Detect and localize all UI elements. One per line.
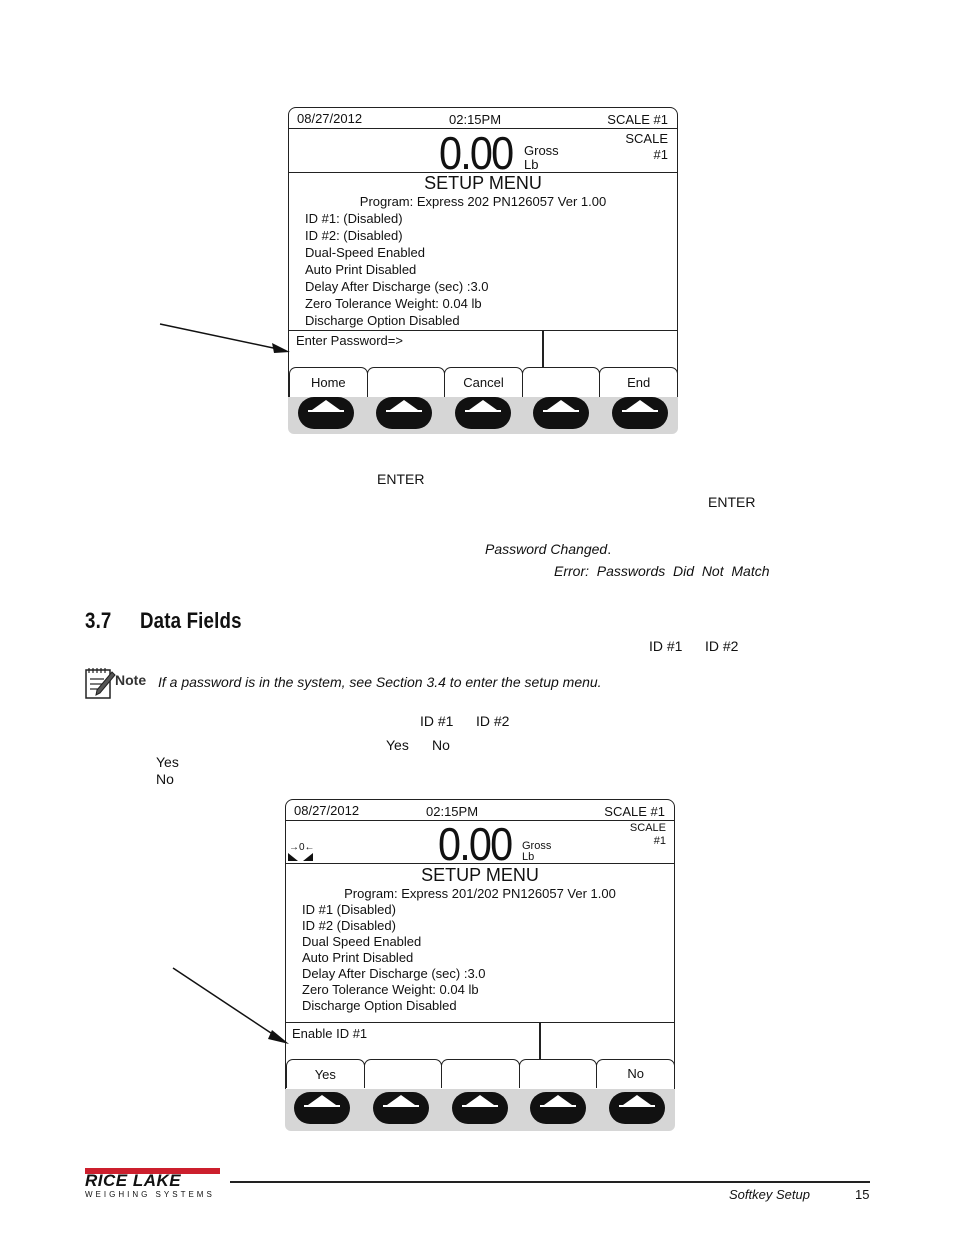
scale-side-label: SCALE [625,131,668,146]
softkey-button-5[interactable] [612,397,668,429]
softkey-button-bar [288,397,678,434]
info-lines [286,902,674,1014]
program-line: Program: Express 201/202 PN126057 Ver 1.00 [344,886,616,901]
info-lines [289,210,677,329]
section-number: 3.7 [85,608,112,633]
zero-triangles-icon [288,853,314,862]
enable-id-prompt: Enable ID #1 [292,1026,368,1041]
weight-mode: Gross [522,840,552,852]
weight-mode: Gross [524,143,559,158]
scale-number [625,131,668,163]
id2-ref: ID #2 [705,638,739,654]
callout-arrow-1 [150,315,300,365]
softkey-button-1[interactable] [298,397,354,429]
scale-side-number: #1 [653,835,666,847]
info-line: Zero Tolerance Weight: 0.04 lb [302,982,479,997]
softkey-button-5[interactable] [609,1092,665,1124]
weight-area [286,818,674,870]
enter-key-ref-2: ENTER [708,494,756,510]
setup-menu-info [289,173,677,331]
weight-value: 0.00 [439,127,513,179]
program-line: Program: Express 202 PN126057 Ver 1.00 [359,194,607,209]
info-line: ID #1: (Disabled) [305,211,403,226]
prompt-divider [542,331,544,367]
softkey-end[interactable]: End [599,367,678,397]
softkey-button-4[interactable] [530,1092,586,1124]
info-line: Dual Speed Enabled [302,934,422,949]
softkey-button-2[interactable] [376,397,432,429]
info-line: Discharge Option Disabled [302,998,457,1013]
weight-unit: Lb [524,157,539,172]
softkey-blank[interactable] [441,1059,520,1088]
info-line: Auto Print Disabled [305,262,417,277]
softkey-blank[interactable] [522,367,601,397]
setup-menu-info [286,864,674,1023]
softkey-tabs [289,367,677,397]
softkey-button-4[interactable] [533,397,589,429]
callout-arrow-2 [165,960,300,1050]
date-display: 08/27/2012 [297,111,363,126]
info-line: ID #2: (Disabled) [305,228,403,243]
softkey-yes[interactable]: Yes [286,1059,365,1088]
menu-title: SETUP MENU [424,173,542,193]
id2-ref-b: ID #2 [476,713,510,729]
info-line: Dual-Speed Enabled [305,245,425,260]
id1-ref: ID #1 [649,638,683,654]
terminal-screen-1 [288,107,678,399]
prompt-area [286,1023,674,1060]
rice-lake-logo [85,1172,221,1199]
status-bar [289,108,677,129]
footer-rule [230,1181,870,1183]
page-number: 15 [855,1187,870,1202]
prompt-divider [539,1023,541,1060]
yes-item: Yes [156,754,179,770]
note-text: If a password is in the system, see Section 3.4 to enter the setup menu. [158,674,602,690]
info-line: Zero Tolerance Weight: 0.04 lb [305,296,482,311]
info-line: Delay After Discharge (sec) :3.0 [302,966,486,981]
softkey-button-3[interactable] [455,397,511,429]
info-line: Discharge Option Disabled [305,313,460,328]
softkey-button-bar [285,1089,675,1131]
softkey-no[interactable]: No [596,1059,675,1088]
menu-title: SETUP MENU [421,865,539,885]
scale-label: SCALE #1 [604,804,665,819]
info-line: Delay After Discharge (sec) :3.0 [305,279,489,294]
info-line: ID #1 (Disabled) [302,902,396,917]
center-of-zero-icon: →0← [289,842,315,853]
note-pad-icon [84,666,116,700]
time-display: 02:15PM [449,112,502,127]
info-line: Auto Print Disabled [302,950,414,965]
section-title: Data Fields [140,608,242,633]
terminal-screen-2 [285,799,675,1090]
scale-side-number: #1 [653,147,668,162]
prompt-area [289,331,677,367]
password-prompt[interactable]: Enter Password=> [296,333,403,348]
scale-number [630,822,666,848]
scale-label: SCALE #1 [607,112,668,127]
logo-sub-text: WEIGHING SYSTEMS [85,1190,215,1199]
password-changed-msg: Password Changed. [485,541,612,557]
id1-ref-b: ID #1 [420,713,454,729]
softkey-blank[interactable] [519,1059,598,1088]
time-display: 02:15PM [426,804,479,819]
no-ref: No [432,737,450,753]
softkey-button-1[interactable] [294,1092,350,1124]
softkey-button-2[interactable] [373,1092,429,1124]
softkey-cancel[interactable]: Cancel [444,367,523,397]
enter-key-ref-1: ENTER [377,471,425,487]
info-line: ID #2 (Disabled) [302,918,396,933]
footer-section: Softkey Setup [729,1187,810,1202]
softkey-tabs [286,1059,674,1088]
date-display: 08/27/2012 [294,803,360,818]
note-label: Note [115,672,147,688]
yes-ref: Yes [386,737,409,753]
softkey-blank[interactable] [367,367,446,397]
softkey-button-3[interactable] [452,1092,508,1124]
softkey-blank[interactable] [364,1059,443,1088]
scale-side-label: SCALE [629,822,666,834]
weight-area [289,127,677,179]
softkey-home[interactable]: Home [289,367,368,397]
no-item: No [156,771,174,787]
weight-unit: Lb [522,851,535,863]
error-msg: Error: Passwords Did Not Match [554,563,770,579]
weight-value: 0.00 [438,818,512,870]
logo-main-text: RICE LAKE [85,1171,182,1190]
